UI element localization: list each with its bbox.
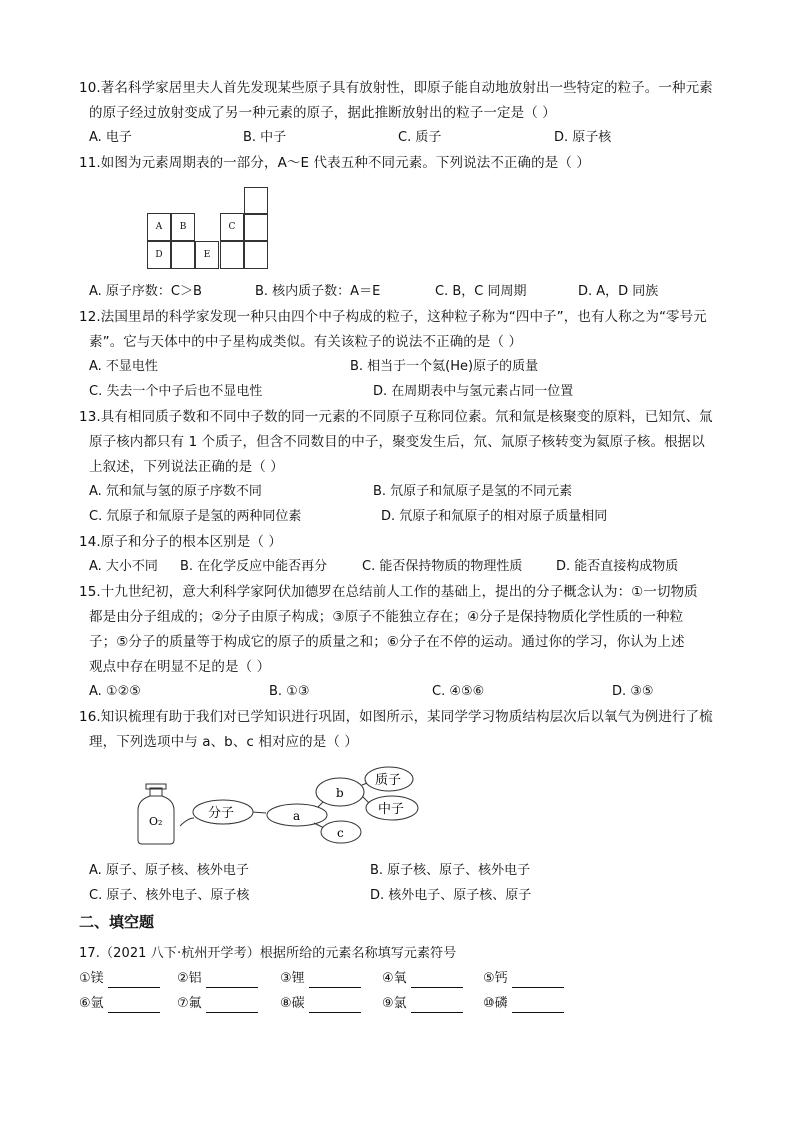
- answer-blank[interactable]: [512, 973, 564, 988]
- q17-item-9: [382, 995, 463, 1013]
- q13-line3: 上叙述，下列说法正确的是（ ）: [89, 459, 284, 475]
- c-label: c: [337, 826, 344, 840]
- pt-cell-top: [244, 187, 268, 215]
- q10-option-d: D. 原子核: [554, 130, 612, 145]
- q12-option-d: D. 在周期表中与氢元素占同一位置: [373, 384, 574, 399]
- q16-line1: 16.知识梳理有助于我们对已学知识进行巩固，如图所示，某同学学习物质结构层次后以氧气为例进行了梳: [79, 709, 713, 725]
- element-name: ③锂: [280, 971, 305, 986]
- q17-item-10: [483, 995, 564, 1013]
- q13-option-c: C. 氘原子和氚原子是氢的两种同位素: [89, 509, 302, 524]
- q15-line1: 15.十九世纪初，意大利科学家阿伏加德罗在总结前人工作的基础上，提出的分子概念认为：①一切物质: [79, 584, 698, 600]
- q13-option-a: A. 氘和氚与氢的原子序数不同: [89, 484, 262, 499]
- answer-blank[interactable]: [411, 998, 463, 1013]
- pt-cell-r2c4: [220, 241, 244, 269]
- section-fill-in-blank: 二、填空题: [79, 913, 155, 931]
- pt-cell-r2c2: [171, 241, 195, 269]
- q13-line2: 原子核内都只有 1 个质子，但含不同数目的中子，聚变发生后，氘、氚原子核转变为氦原子核。根据以: [89, 434, 705, 450]
- q15-option-a: A. ①②⑤: [89, 684, 141, 699]
- q14-option-a: A. 大小不同: [89, 559, 158, 574]
- q10-line2: 的原子经过放射变成了另一种元素的原子，据此推断放射出的粒子一定是（ ）: [89, 105, 556, 121]
- q17-item-3: [280, 970, 361, 988]
- element-name: ⑨氯: [382, 996, 407, 1011]
- q17-item-6: [79, 995, 160, 1013]
- answer-blank[interactable]: [411, 973, 463, 988]
- q12-line1: 12.法国里昂的科学家发现一种只由四个中子构成的粒子，这种粒子称为“四中子”，也有人称之为“零号元: [79, 309, 707, 325]
- element-name: ⑤钙: [483, 971, 508, 986]
- q12-option-c: C. 失去一个中子后也不显电性: [89, 384, 263, 399]
- q15-option-b: B. ①③: [269, 684, 310, 699]
- q17-item-8: [280, 995, 361, 1013]
- q17-line1: 17.（2021 八下·杭州开学考）根据所给的元素名称填写元素符号: [79, 946, 457, 961]
- q16-option-a: A. 原子、原子核、核外电子: [89, 863, 249, 878]
- q10-line1: 10.著名科学家居里夫人首先发现某些原子具有放射性，即原子能自动地放射出一些特定的粒子。一种元素: [79, 80, 713, 96]
- bottle-label: O₂: [149, 815, 163, 828]
- q16-option-b: B. 原子核、原子、核外电子: [370, 863, 531, 878]
- q17-item-5: [483, 970, 564, 988]
- element-name: ④氧: [382, 971, 407, 986]
- q15-line2: 都是由分子组成的；②分子由原子构成；③原子不能独立存在；④分子是保持物质化学性质的一种粒: [89, 609, 684, 625]
- element-name: ⑩磷: [483, 996, 508, 1011]
- q13-option-d: D. 氘原子和氚原子的相对原子质量相同: [381, 509, 608, 524]
- pt-cell-r2c5: [244, 241, 268, 269]
- q17-item-2: [177, 970, 258, 988]
- q10-option-b: B. 中子: [243, 130, 287, 145]
- q15-line3: 子；⑤分子的质量等于构成它的原子的质量之和；⑥分子在不停的运动。通过你的学习，你认为上述: [89, 634, 685, 650]
- element-name: ⑧碳: [280, 996, 305, 1011]
- q12-line2: 素”。它与天体中的中子星构成类似。有关该粒子的说法不正确的是（ ）: [89, 334, 523, 350]
- answer-blank[interactable]: [108, 973, 160, 988]
- pt-cell-c: C: [220, 213, 244, 241]
- q11-line1: 11.如图为元素周期表的一部分，A～E 代表五种不同元素。下列说法不正确的是（ ）: [79, 155, 590, 171]
- q10-option-a: A. 电子: [89, 130, 132, 145]
- pt-cell-a: A: [147, 213, 171, 241]
- element-name: ⑥氩: [79, 996, 104, 1011]
- q11-option-c: C. B，C 同周期: [435, 284, 527, 299]
- q11-option-d: D. A，D 同族: [578, 284, 659, 299]
- pt-cell-d: D: [147, 241, 171, 269]
- pt-cell-b: B: [171, 213, 195, 241]
- answer-blank[interactable]: [512, 998, 564, 1013]
- q13-line1: 13.具有相同质子数和不同中子数的同一元素的不同原子互称同位素。氘和氚是核聚变的原料，已知氘、氚: [79, 409, 713, 425]
- q11-option-b: B. 核内质子数：A＝E: [255, 284, 381, 299]
- answer-blank[interactable]: [108, 998, 160, 1013]
- q16-option-d: D. 核外电子、原子核、原子: [370, 888, 532, 903]
- q14-line1: 14.原子和分子的根本区别是（ ）: [79, 534, 282, 550]
- q13-option-b: B. 氘原子和氚原子是氢的不同元素: [373, 484, 573, 499]
- q16-line2: 理，下列选项中与 a、b、c 相对应的是（ ）: [89, 734, 358, 750]
- answer-blank[interactable]: [309, 973, 361, 988]
- q17-item-4: [382, 970, 463, 988]
- q11-option-a: A. 原子序数：C＞B: [89, 284, 202, 299]
- q14-option-d: D. 能否直接构成物质: [556, 559, 679, 574]
- b-label: b: [336, 786, 344, 800]
- q14-option-c: C. 能否保持物质的物理性质: [362, 559, 523, 574]
- oxygen-bottle-icon: [138, 784, 174, 844]
- q15-option-d: D. ③⑤: [612, 684, 654, 699]
- q14-option-b: B. 在化学反应中能否再分: [180, 559, 328, 574]
- neutron-label: 中子: [378, 802, 405, 817]
- q16-option-c: C. 原子、核外电子、原子核: [89, 888, 250, 903]
- pt-cell-e: E: [195, 241, 219, 269]
- pt-gap: [195, 213, 219, 241]
- pt-border: [147, 213, 196, 214]
- structure-diagram: [128, 760, 428, 850]
- molecule-label: 分子: [208, 806, 235, 821]
- a-label: a: [293, 809, 301, 823]
- q12-option-b: B. 相当于一个氦(He)原子的质量: [350, 359, 539, 374]
- q10-option-c: C. 质子: [398, 130, 442, 145]
- element-name: ⑦氟: [177, 996, 202, 1011]
- answer-blank[interactable]: [206, 998, 258, 1013]
- q15-line4: 观点中存在明显不足的是（ ）: [89, 659, 271, 675]
- element-name: ①镁: [79, 971, 104, 986]
- q12-option-a: A. 不显电性: [89, 359, 158, 374]
- answer-blank[interactable]: [206, 973, 258, 988]
- element-name: ②铝: [177, 971, 202, 986]
- proton-label: 质子: [375, 773, 402, 788]
- answer-blank[interactable]: [309, 998, 361, 1013]
- q17-item-1: [79, 970, 160, 988]
- pt-cell-r1c5: [244, 213, 268, 241]
- q15-option-c: C. ④⑤⑥: [432, 684, 485, 699]
- q17-item-7: [177, 995, 258, 1013]
